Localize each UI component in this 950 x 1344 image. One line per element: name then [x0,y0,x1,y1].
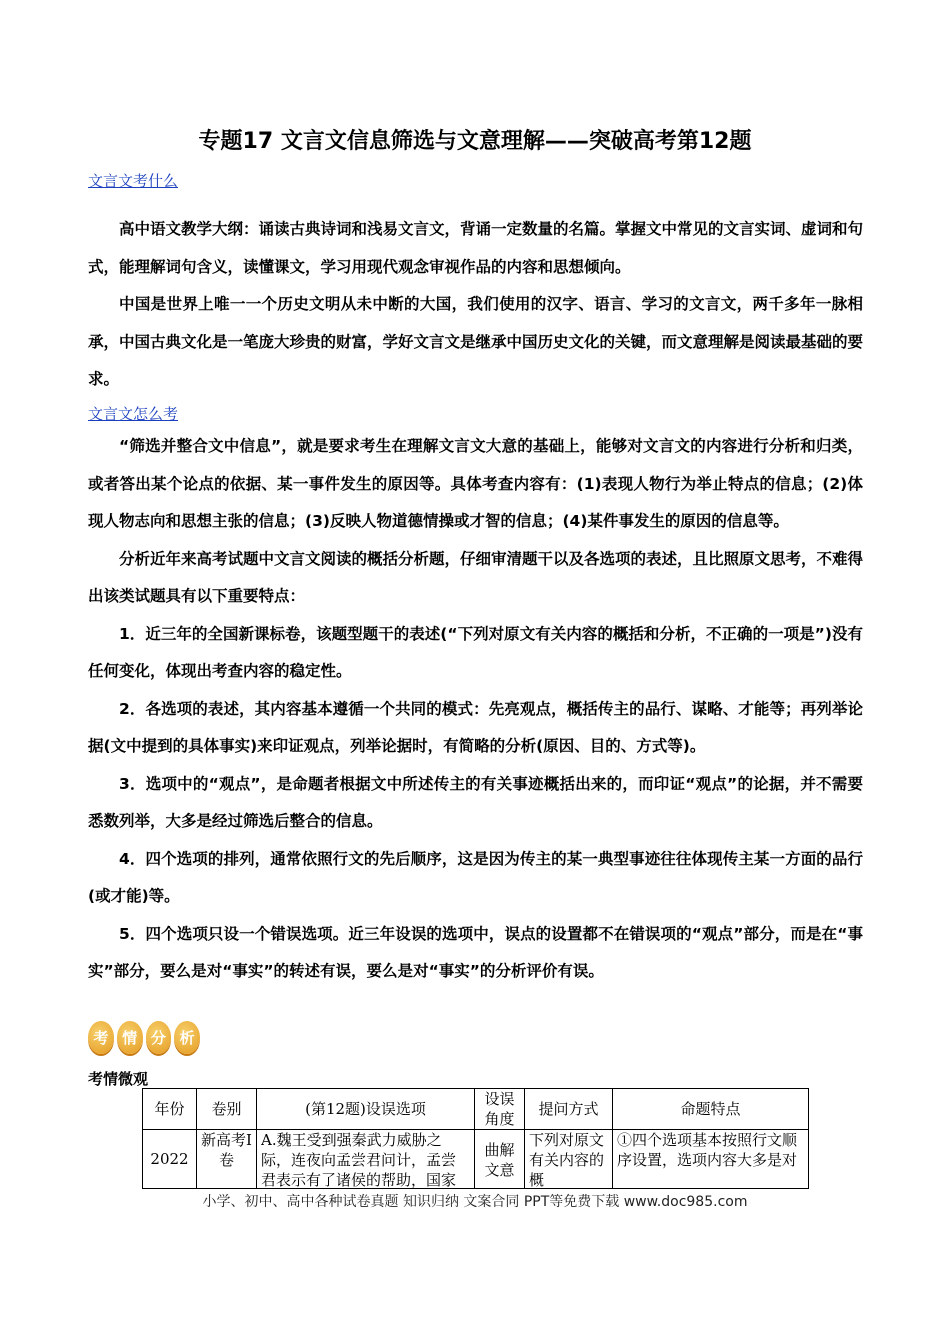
exam-analysis-badge [88,1020,200,1054]
table-row [143,1130,809,1189]
table-header-row [143,1089,809,1130]
cell-paper: 新高考Ⅰ卷 [201,1131,252,1169]
page-title: 专题17 文言文信息筛选与文意理解——突破高考第12题 [198,129,752,154]
header-feature: 命题特点 [613,1089,809,1130]
paragraph: 5．四个选项只设一个错误选项。近三年设误的选项中，误点的设置都不在错误项的“观点”部分，而是在“事实”部分，要么是对“事实”的转述有误，要么是对“事实”的分析评价有误。 [88,924,863,980]
paragraph: 1．近三年的全国新课标卷，该题型题干的表述(“下列对原文有关内容的概括和分析，不正确的一项是”)没有任何变化，体现出考查内容的稳定性。 [88,624,863,680]
badge-char: 考 [88,1021,114,1054]
cell-feature: ①四个选项基本按照行文顺序设置，选项内容大多是对 [617,1131,798,1169]
header-year: 年份 [143,1089,197,1130]
paragraph: 分析近年来高考试题中文言文阅读的概括分析题，仔细审清题干以及各选项的表述，且比照原文思考，不难得出该类试题具有以下重要特点： [88,549,864,605]
header-ask: 提问方式 [525,1089,613,1130]
paragraph: 高中语文教学大纲：诵读古典诗词和浅易文言文，背诵一定数量的名篇。掌握文中常见的文言实词、虚词和句式，能理解词句含义，读懂课文，学习用现代观念审视作品的内容和思想倾向。 [88,220,864,276]
paragraph: 3．选项中的“观点”，是命题者根据文中所述传主的有关事迹概括出来的，而印证“观点”的论据，并不需要悉数列举，大多是经过筛选后整合的信息。 [88,774,863,830]
cell-year: 2022 [143,1130,197,1189]
cell-ask: 下列对原文有关内容的概 [529,1131,605,1188]
exam-info-table [142,1088,809,1189]
paragraph: “筛选并整合文中信息”，就是要求考生在理解文言文大意的基础上，能够对文言文的内容进行分析和归类，或者答出某个论点的依据、某一事件发生的原因等。具体考查内容有：(1)表现人物行为举止特点的信息；(2)体现人物志向和思想主张的信息；(3)反映人物道德情操或才智的信息；(4)某件事发生的原因的信息等。 [88,437,863,530]
badge-char: 分 [146,1021,172,1054]
header-angle: 设误角度 [475,1089,525,1130]
cell-angle: 曲解文意 [484,1141,515,1179]
link-what-is-tested[interactable]: 文言文考什么 [88,172,179,190]
page-footer: 小学、初中、高中各种试卷真题 知识归纳 文案合同 PPT等免费下载 www.doc985.com [202,1194,748,1210]
link-how-is-tested[interactable]: 文言文怎么考 [88,405,179,423]
paragraph: 4．四个选项的排列，通常依照行文的先后顺序，这是因为传主的某一典型事迹往往体现传主某一方面的品行(或才能)等。 [88,849,863,905]
section-how-text [88,428,863,991]
paragraph: 中国是世界上唯一一个历史文明从未中断的大国，我们使用的汉字、语言、学习的文言文，两千多年一脉相承，中国古典文化是一笔庞大珍贵的财富，学好文言文是继承中国历史文化的关键，而文意理解是阅读最基础的要求。 [88,295,864,388]
badge-char: 析 [174,1021,200,1054]
badge-char: 情 [117,1021,143,1054]
cell-option: A.魏王受到强秦武力威胁之际，连夜向孟尝君问计，孟尝君表示有了诸侯的帮助，国家 [261,1131,457,1188]
header-option: (第12题)设误选项 [257,1089,475,1130]
table-section-label: 考情微观 [88,1070,149,1088]
section-what-text [88,211,863,399]
header-paper: 卷别 [197,1089,257,1130]
paragraph: 2．各选项的表述，其内容基本遵循一个共同的模式：先亮观点，概括传主的品行、谋略、才能等；再列举论据(文中提到的具体事实)来印证观点，列举论据时，有简略的分析(原因、目的、方式等)。 [88,699,863,755]
